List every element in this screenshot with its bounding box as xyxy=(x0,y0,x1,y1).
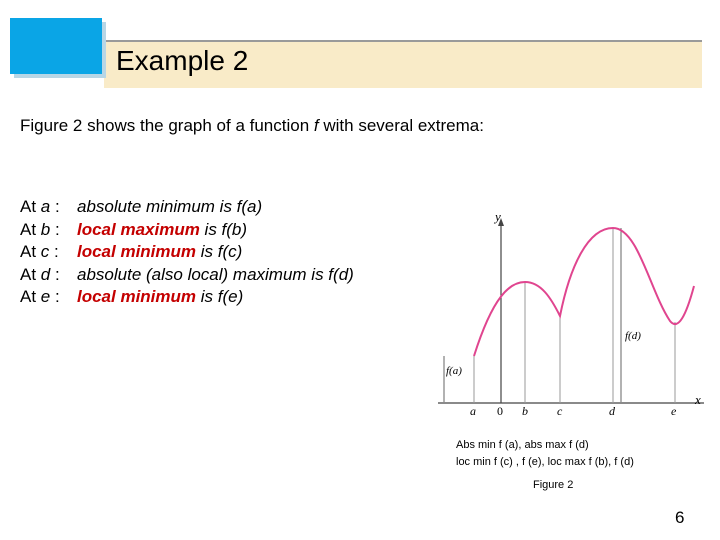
figure-label: Figure 2 xyxy=(533,479,574,491)
graph-background xyxy=(438,206,704,428)
page-number: 6 xyxy=(675,508,685,527)
tick-a: a xyxy=(470,404,476,418)
slide-title: Example 2 xyxy=(116,45,249,76)
extrema-row-e: At e : local minimum is f(e) xyxy=(20,287,244,306)
tick-zero: 0 xyxy=(497,404,503,418)
intro-text: Figure 2 shows the graph of a function f with several extrema: xyxy=(20,116,484,135)
extrema-row-d: At d : absolute (also local) maximum is f(d) xyxy=(20,264,354,284)
fd-label: f(d) xyxy=(625,330,641,342)
accent-square xyxy=(10,18,102,74)
extrema-row-b: At b : local maximum is f(b) xyxy=(20,219,248,239)
figure-caption: Abs min f (a), abs max f (d) loc min f (c) , f (e), loc max f (b), f (d) xyxy=(456,439,634,468)
tick-c: c xyxy=(557,404,563,418)
x-axis-label: x xyxy=(695,392,701,407)
fa-label: f(a) xyxy=(446,365,462,377)
y-axis-label: y xyxy=(495,209,501,224)
function-graph xyxy=(438,206,704,428)
extrema-row-a: At a : absolute minimum is f(a) xyxy=(20,197,263,216)
tick-d: d xyxy=(609,404,615,418)
tick-e: e xyxy=(671,404,677,418)
tick-b: b xyxy=(522,404,528,418)
extrema-row-c: At c : local minimum is f(c) xyxy=(20,242,243,261)
extrema-list xyxy=(20,196,354,309)
